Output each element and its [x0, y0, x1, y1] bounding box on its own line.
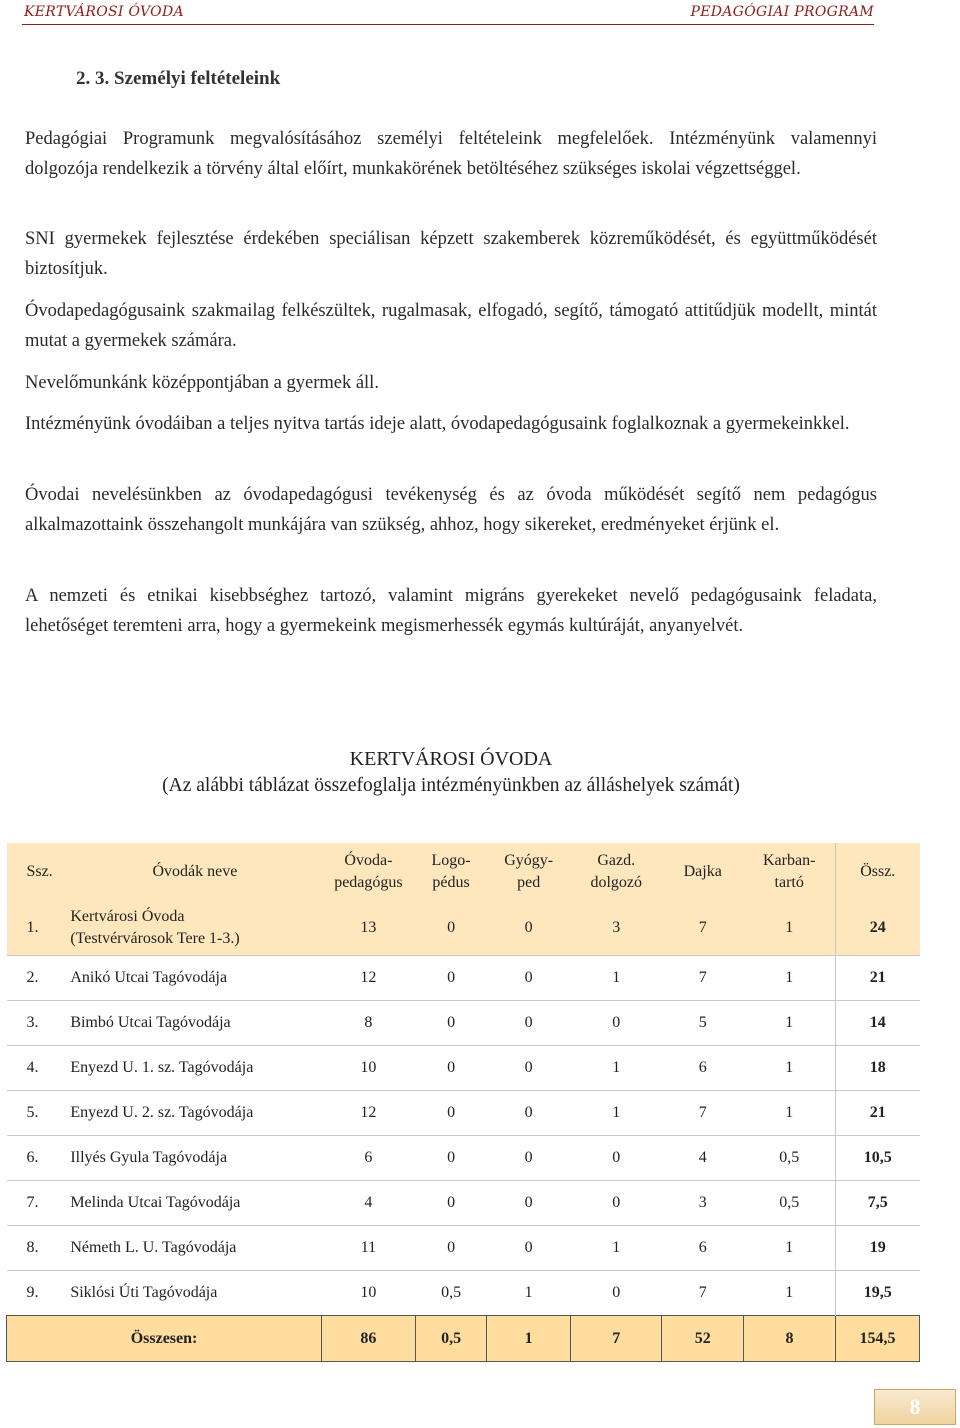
table-row: 5. Enyezd U. 2. sz. Tagóvodája 12 0 0 1 7 1 21 [7, 1091, 920, 1136]
total-row: Összesen: 86 0,5 1 7 52 8 154,5 [7, 1316, 920, 1362]
table-row: 7. Melinda Utcai Tagóvodája 4 0 0 0 3 0,5 7,5 [7, 1181, 920, 1226]
table-title: KERTVÁROSI ÓVODA [349, 748, 553, 770]
table-row: 9. Siklósi Úti Tagóvodája 10 0,5 1 0 7 1 19,5 [7, 1271, 920, 1316]
col-name: Óvodák neve [68, 843, 321, 900]
col-gyogyped: Gyógy- ped [487, 843, 571, 900]
table-subtitle: (Az alábbi táblázat összefoglalja intézményünkben az álláshelyek számát) [162, 775, 740, 796]
paragraph-5: Intézményünk óvodáiban a teljes nyitva tartás ideje alatt, óvodapedagógusaink foglalkoznak a gyermekeinkkel. [25, 414, 850, 434]
page-number: 8 [874, 1389, 956, 1425]
col-gazd-dolgozo: Gazd. dolgozó [570, 843, 662, 900]
section-heading: 2. 3. Személyi feltételeink [76, 68, 281, 89]
col-ssz: Ssz. [7, 843, 69, 900]
col-ossz: Össz. [835, 843, 919, 900]
table-row: 6. Illyés Gyula Tagóvodája 6 0 0 0 4 0,5 10,5 [7, 1136, 920, 1181]
header-rule [22, 24, 874, 25]
col-logopedus: Logo- pédus [415, 843, 487, 900]
header-left: KERTVÁROSI ÓVODA [24, 4, 184, 20]
table-row: 3. Bimbó Utcai Tagóvodája 8 0 0 0 5 1 14 [7, 1001, 920, 1046]
paragraph-1: Pedagógiai Programunk megvalósításához személyi feltételeink megfelelőek. Intézményünk valamennyi dolgozója rendelkezik a törvény által előírt, munkakörének betöltéséhez szükséges iskolai végzettséggel. [25, 129, 877, 179]
paragraph-6: Óvodai nevelésünkben az óvodapedagógusi tevékenység és az óvoda működését segítő nem pedagógus alkalmazottaink összehangolt munkájára van szükség, ahhoz, hogy sikereket, eredményeket érjünk el. [25, 485, 877, 535]
header-right: PEDAGÓGIAI PROGRAM [690, 4, 874, 20]
page-header [0, 0, 960, 30]
col-karbantarto: Karban- tartó [743, 843, 835, 900]
table-row: 4. Enyezd U. 1. sz. Tagóvodája 10 0 0 1 6 1 18 [7, 1046, 920, 1091]
col-ovodapedagogus: Óvoda- pedagógus [322, 843, 416, 900]
paragraph-2: SNI gyermekek fejlesztése érdekében speciálisan képzett szakemberek közreműködését, és együttműködését biztosítjuk. [25, 229, 877, 279]
paragraph-3: Óvodapedagógusaink szakmailag felkészültek, rugalmasak, elfogadó, segítő, támogató attitűdjük modellt, mintát mutat a gyermekek számára. [25, 301, 877, 351]
table-row: 1. Kertvárosi Óvoda (Testvérvárosok Tere 1-3.) 13 0 0 3 7 1 24 [7, 900, 920, 956]
table-row: 2. Anikó Utcai Tagóvodája 12 0 0 1 7 1 21 [7, 956, 920, 1001]
staff-table [6, 843, 920, 1362]
paragraph-7: A nemzeti és etnikai kisebbséghez tartozó, valamint migráns gyerekeket nevelő pedagógusaink feladata, lehetőséget teremteni arra, hogy a gyermekeink megismerhessék egymás kultúráját, anyanyelvét. [25, 586, 877, 636]
table-row: 8. Németh L. U. Tagóvodája 11 0 0 1 6 1 19 [7, 1226, 920, 1271]
col-dajka: Dajka [662, 843, 743, 900]
paragraph-4: Nevelőmunkánk középpontjában a gyermek áll. [25, 373, 379, 393]
table-header-row [7, 843, 920, 900]
